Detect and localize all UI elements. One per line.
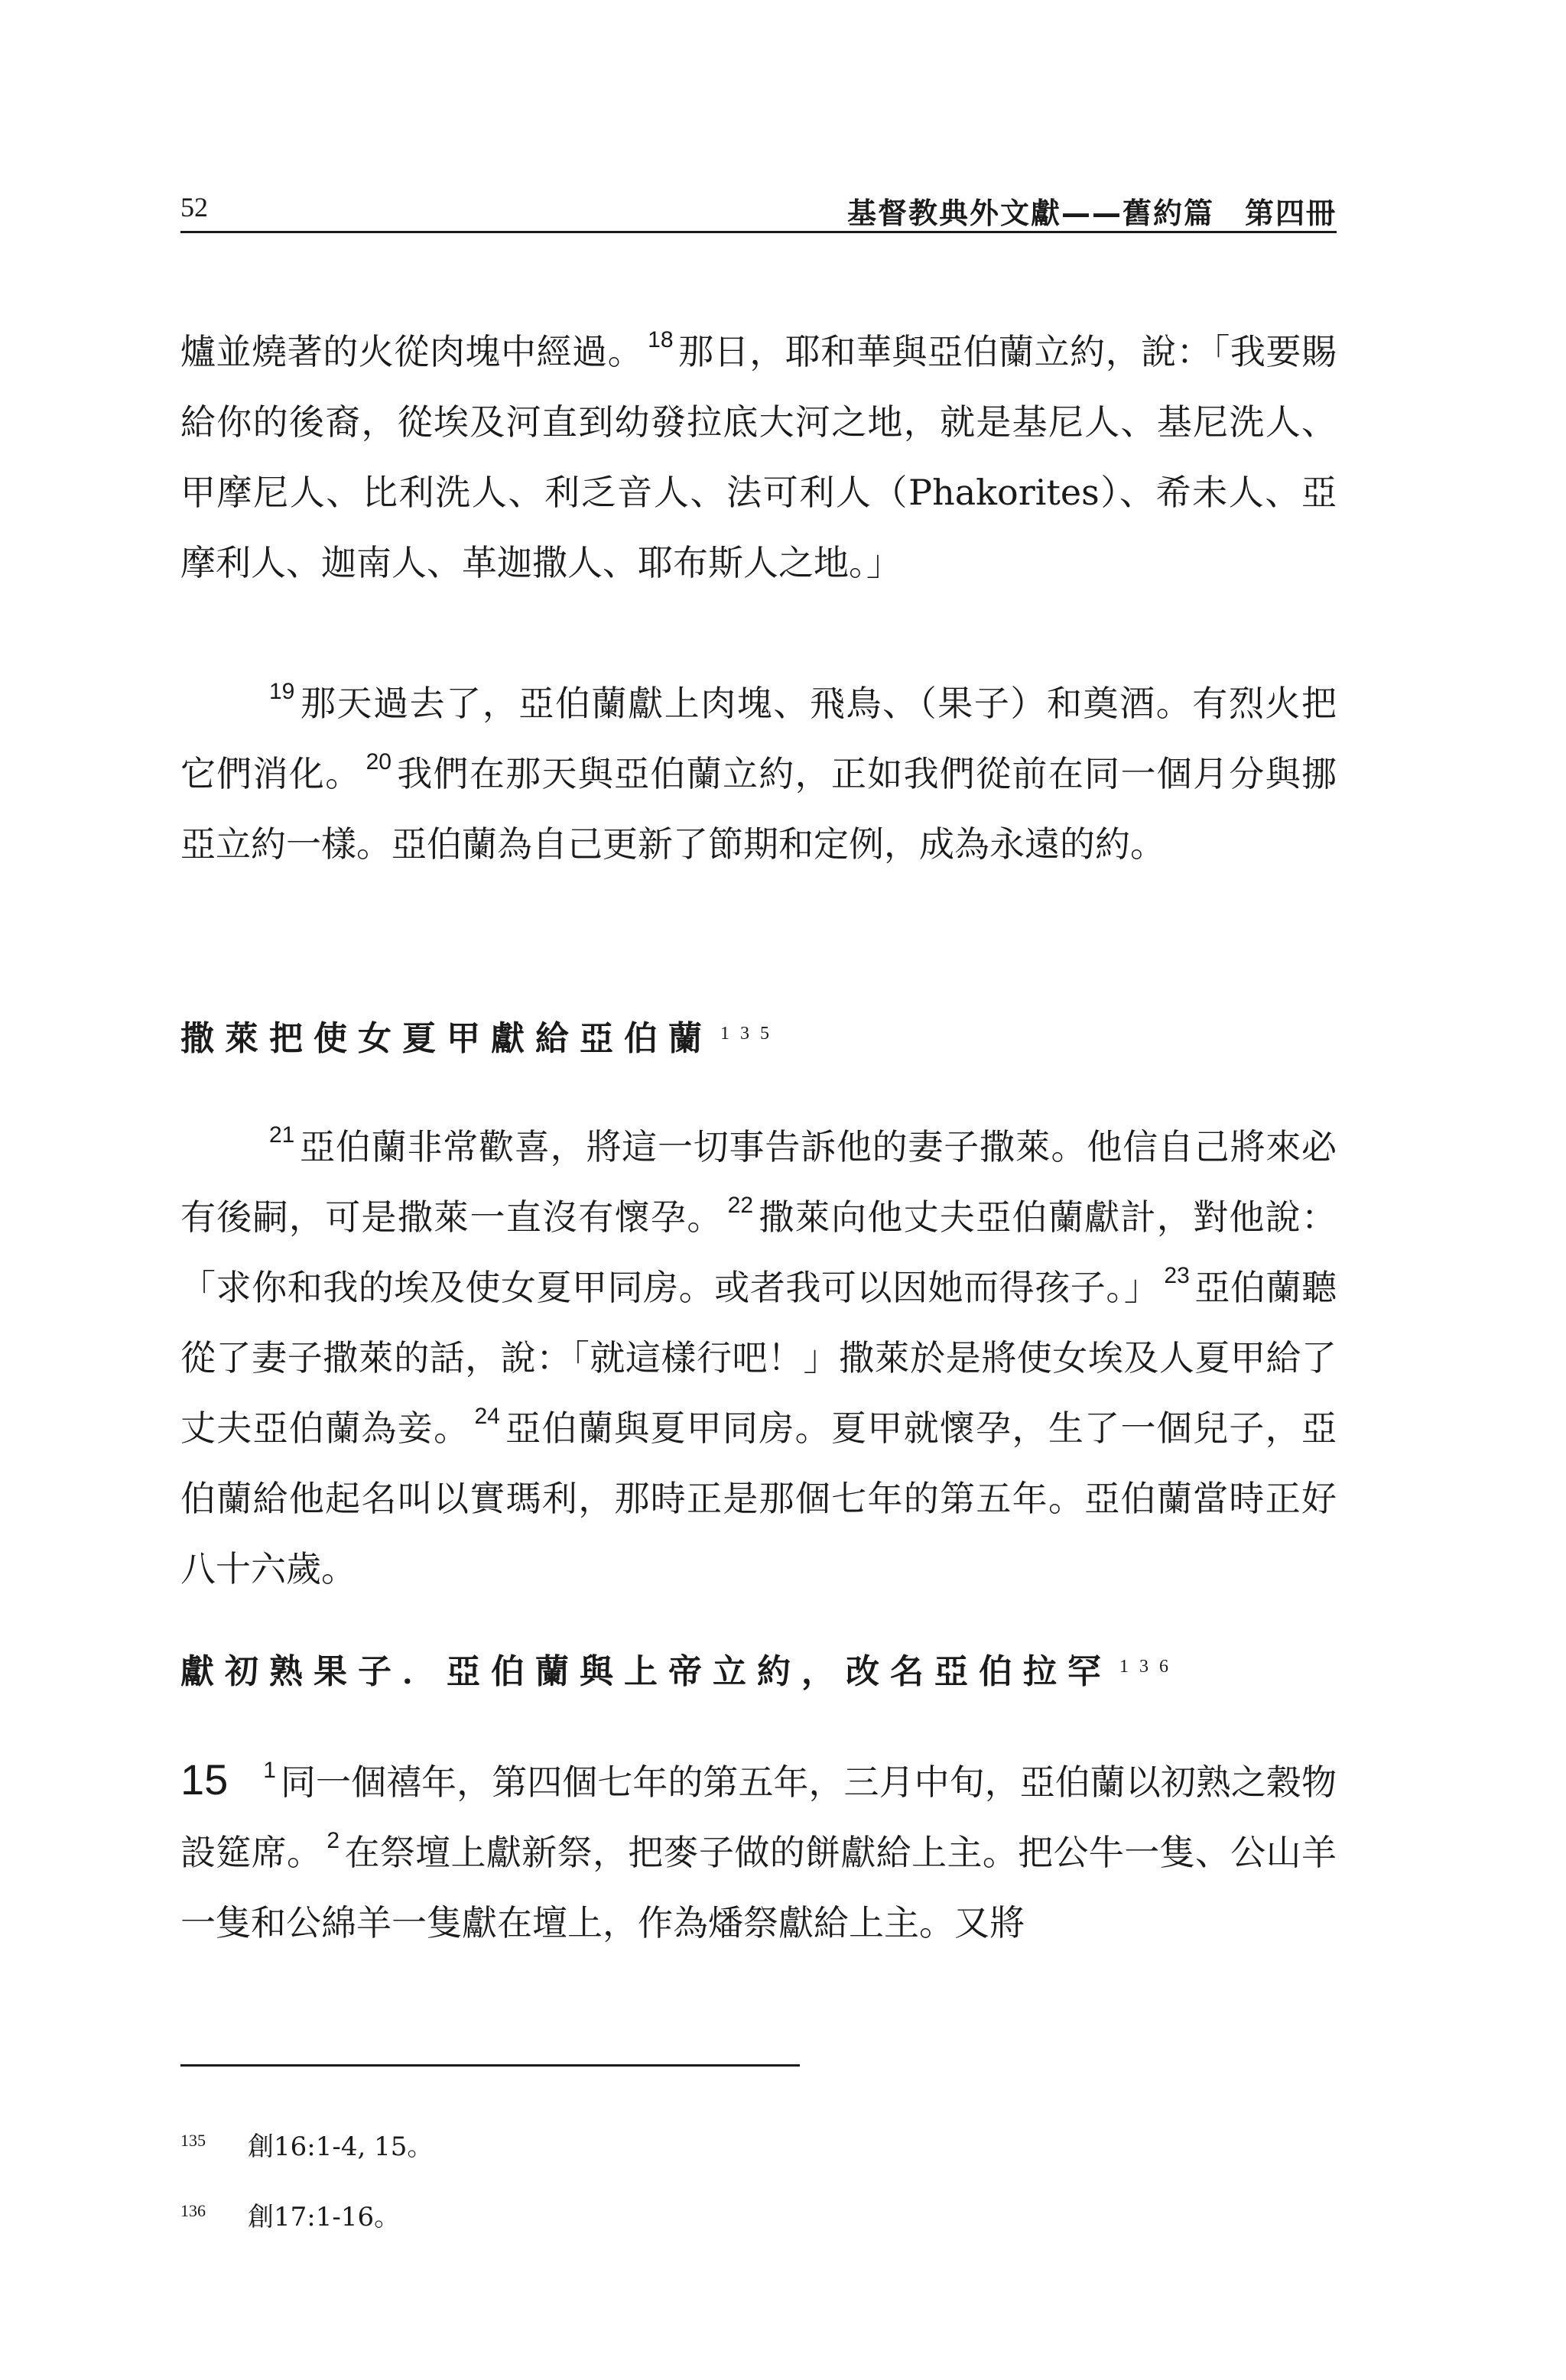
text: 亞伯蘭聽從了妻子撒萊的話，說：「就這樣行吧！」撒萊於是將使女埃及人夏甲給了丈夫亞伯蘭為妾。 (180, 1267, 1337, 1449)
verse-number: 24 (474, 1404, 500, 1429)
footnote-number: 135 (180, 2131, 206, 2150)
text: 亞伯蘭與夏甲同房。夏甲就懷孕，生了一個兒子，亞伯蘭給他起名叫以實瑪利，那時正是那個七年的第五年。亞伯蘭當時正好八十六歲。 (180, 1408, 1337, 1589)
verse-number: 23 (1164, 1263, 1190, 1288)
volume-label: 第四冊 (1244, 196, 1337, 230)
footnote-136 (180, 2196, 400, 2233)
text: 亞伯蘭非常歡喜，將這一切事告訴他的妻子撒萊。他信自己將來必有後嗣，可是撒萊一直沒有懷孕。 (180, 1126, 1337, 1238)
text: 我們在那天與亞伯蘭立約，正如我們從前在同一個月分與挪亞立約一樣。亞伯蘭為自己更新了節期和定例，成為永遠的約。 (180, 753, 1337, 865)
verse-number: 18 (648, 327, 674, 352)
paragraph-1 (180, 317, 1337, 598)
book-title: 基督教典外文獻——舊約篇 (846, 196, 1214, 230)
footnote-ref: 136 (1119, 1657, 1179, 1677)
footnote-rule (180, 2064, 800, 2067)
heading-text: 撒萊把使女夏甲獻給亞伯蘭 (180, 1019, 713, 1058)
footnote-text: 創16:1-4, 15。 (248, 2132, 434, 2162)
footnote-text: 創17:1-16。 (248, 2202, 401, 2232)
paragraph-4 (180, 1745, 1337, 1958)
text: 在祭壇上獻新祭，把麥子做的餅獻給上主。把公牛一隻、公山羊一隻和公綿羊一隻獻在壇上，作為燔祭獻給上主。又將 (180, 1832, 1337, 1943)
footnote-number: 136 (180, 2201, 206, 2220)
verse-number: 2 (327, 1828, 340, 1853)
footnote-135 (180, 2125, 433, 2163)
text: 同一個禧年，第四個七年的第五年，三月中旬，亞伯蘭以初熟之穀物設筵席。 (180, 1761, 1337, 1873)
heading-text: 獻初熟果子．亞伯蘭與上帝立約，改名亞伯拉罕 (180, 1652, 1112, 1691)
section-heading-covenant (180, 1644, 1179, 1693)
paragraph-2 (180, 668, 1337, 879)
text: 那天過去了，亞伯蘭獻上肉塊、飛鳥、（果子）和奠酒。有烈火把它們消化。 (180, 683, 1337, 794)
text: 那日，耶和華與亞伯蘭立約，說：「我要賜給你的後裔，從埃及河直到幼發拉底大河之地，就是基尼人、基尼洗人、甲摩尼人、比利洗人、利乏音人、法可利人（Phakorites）、希未人、亞摩利人、迦南人、革迦撒人、耶布斯人之地。」 (180, 331, 1337, 583)
verse-number: 20 (366, 749, 392, 774)
chapter-number: 15 (180, 1755, 229, 1804)
footnote-ref: 135 (720, 1024, 780, 1044)
text: 爐並燒著的火從肉塊中經過。 (180, 331, 644, 372)
verse-number: 19 (269, 679, 295, 704)
header-rule (180, 231, 1337, 233)
running-head (847, 190, 1337, 232)
page-number: 52 (180, 192, 208, 222)
paragraph-3 (180, 1112, 1337, 1604)
verse-number: 1 (263, 1758, 276, 1783)
text: 撒萊向他丈夫亞伯蘭獻計，對他說：「求你和我的埃及使女夏甲同房。或者我可以因她而得孩子。」 (180, 1196, 1337, 1308)
verse-number: 22 (727, 1193, 754, 1218)
section-heading-hagar (180, 1011, 780, 1060)
verse-number: 21 (269, 1122, 295, 1148)
